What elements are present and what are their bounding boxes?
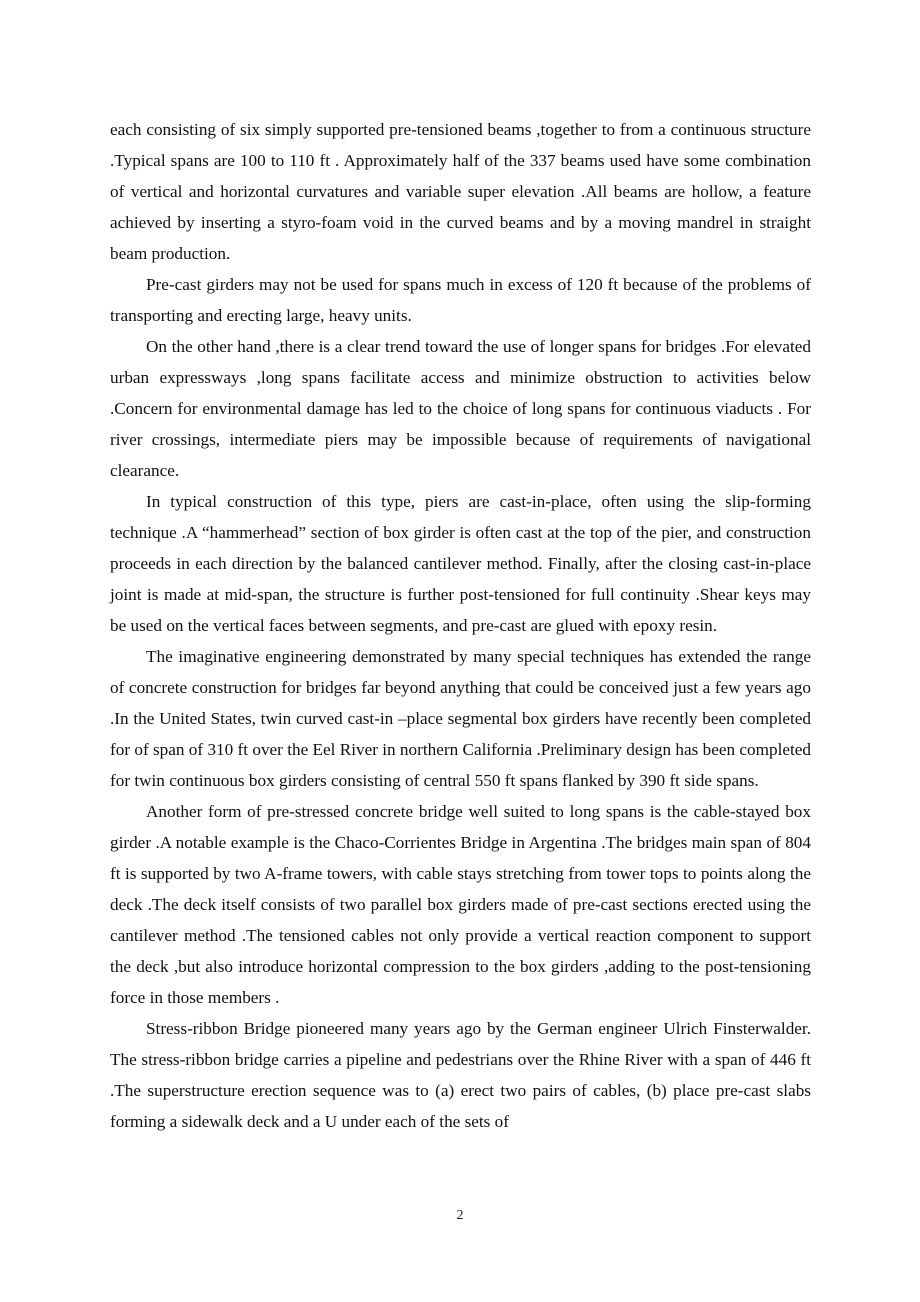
page-number: 2 [456,1208,464,1223]
paragraph-continuation: each consisting of six simply supported pre-tensioned beams ,together to from a continuous structure .Typical spans are 100 to 110 ft . Approximately half of the 337 beams used have some combination of vertical and horizontal curvatures and variable super elevation .All beams are hollow, a feature achieved by inserting a styro-foam void in the curved beams and by a moving mandrel in straight beam production. [110,120,811,263]
paragraph-precast-girders: Pre-cast girders may not be used for spans much in excess of 120 ft because of the problems of transporting and erecting large, heavy units. [110,275,811,325]
paragraph-stress-ribbon: Stress-ribbon Bridge pioneered many years ago by the German engineer Ulrich Finsterwalder. The stress-ribbon bridge carries a pipeline and pedestrians over the Rhine River with a span of 446 ft .The superstructure erection sequence was to (a) erect two pairs of cables, (b) place pre-cast slabs forming a sidewalk deck and a U under each of the sets of [110,1019,811,1131]
paragraph-longer-spans: On the other hand ,there is a clear trend toward the use of longer spans for bridges .For elevated urban expressways ,long spans facilitate access and minimize obstruction to activities below .Concern for environmental damage has led to the choice of long spans for continuous viaducts . For river crossings, intermediate piers may be impossible because of requirements of navigational clearance. [110,337,811,480]
body-text [110,114,811,1137]
paragraph-cable-stayed: Another form of pre-stressed concrete bridge well suited to long spans is the cable-stayed box girder .A notable example is the Chaco-Corrientes Bridge in Argentina .The bridges main span of 804 ft is supported by two A-frame towers, with cable stays stretching from tower tops to points along the deck .The deck itself consists of two parallel box girders made of pre-cast sections erected using the cantilever method .The tensioned cables not only provide a vertical reaction component to support the deck ,but also introduce horizontal compression to the box girders ,adding to the post-tensioning force in those members . [110,802,811,1007]
paragraph-typical-construction: In typical construction of this type, piers are cast-in-place, often using the slip-forming technique .A “hammerhead” section of box girder is often cast at the top of the pier, and construction proceeds in each direction by the balanced cantilever method. Finally, after the closing cast-in-place joint is made at mid-span, the structure is further post-tensioned for full continuity .Shear keys may be used on the vertical faces between segments, and pre-cast are glued with epoxy resin. [110,492,811,635]
paragraph-imaginative-engineering: The imaginative engineering demonstrated by many special techniques has extended the range of concrete construction for bridges far beyond anything that could be conceived just a few years ago .In the United States, twin curved cast-in –place segmental box girders have recently been completed for of span of 310 ft over the Eel River in northern California .Preliminary design has been completed for twin continuous box girders consisting of central 550 ft spans flanked by 390 ft side spans. [110,647,811,790]
